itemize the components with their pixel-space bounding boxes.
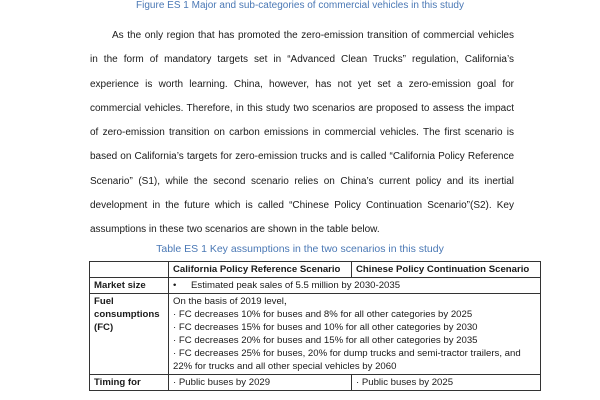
bullet-marker: •: [173, 280, 177, 291]
fuel-item: [173, 308, 536, 321]
fuel-label-line: consumptions: [94, 309, 160, 320]
paragraph-line: assumptions in these two scenarios are shown in the table below.: [90, 224, 380, 236]
item-marker: ·: [173, 335, 177, 346]
paragraph-line: of zero-emission transition on carbon emissions in commercial vehicles. The first scenario is: [90, 127, 514, 139]
timing-s1-text: Public buses by 2029: [178, 377, 271, 388]
row-label-timing: Timing for: [90, 375, 169, 391]
timing-s1-cell: [169, 375, 352, 391]
item-marker: ·: [355, 377, 360, 388]
fuel-item-text: FC decreases 25% for buses, 20% for dump trucks and semi-tractor trailers, and: [178, 348, 521, 359]
body-paragraph: [90, 24, 514, 243]
fuel-label-line: (FC): [94, 322, 114, 333]
market-size-text: Estimated peak sales of 5.5 million by 2030-2035: [191, 280, 401, 291]
assumptions-table: [89, 261, 541, 391]
timing-s2-text: Public buses by 2025: [361, 377, 454, 388]
fuel-item: [173, 334, 536, 347]
table-row-fuel: [90, 294, 541, 375]
fuel-item-text: FC decreases 10% for buses and 8% for all other categories by 2025: [178, 309, 473, 320]
figure-caption: Figure ES 1 Major and sub-categories of commercial vehicles in this study: [136, 0, 464, 11]
row-label-market-size: Market size: [90, 278, 169, 294]
table-caption: Table ES 1 Key assumptions in the two scenarios in this study: [156, 243, 444, 255]
paragraph-line: in the form of mandatory targets set in “Advanced Clean Trucks” regulation, California’s: [90, 54, 514, 66]
paragraph-line: development in the future which is called “Chinese Policy Continuation Scenario”(S2). Key: [90, 200, 514, 212]
fuel-item-continuation: 22% for trucks and all other special vehicles by 2060: [173, 361, 397, 372]
table-row-timing: [90, 375, 541, 391]
fuel-item: [173, 321, 536, 334]
item-marker: ·: [173, 377, 177, 388]
market-size-cell: [169, 278, 541, 294]
paragraph-line: Scenario” (S1), while the second scenario relies on China’s current policy and its inertial: [90, 175, 514, 187]
item-marker: ·: [173, 322, 177, 333]
fuel-item-text: FC decreases 20% for buses and 15% for all other categories by 2035: [178, 335, 478, 346]
table-header-row: [90, 262, 541, 278]
header-s2: Chinese Policy Continuation Scenario: [351, 262, 540, 278]
item-marker: ·: [173, 309, 177, 320]
fuel-cell: [169, 294, 541, 375]
timing-s2-cell: [351, 375, 540, 391]
item-marker: ·: [173, 348, 177, 359]
fuel-label-line: Fuel: [94, 296, 114, 307]
fuel-item-text: FC decreases 15% for buses and 10% for all other categories by 2030: [178, 322, 478, 333]
paragraph-line: commercial vehicles. Therefore, in this study two scenarios are proposed to assess the impact: [90, 102, 514, 114]
row-label-fuel: [90, 294, 169, 375]
paragraph-line: As the only region that has promoted the zero-emission transition of commercial vehicles: [112, 30, 514, 41]
paragraph-line: experience is worth learning. China, however, has not yet set a zero-emission goal for: [90, 78, 514, 90]
table-row-market-size: [90, 278, 541, 294]
paragraph-line: based on California’s targets for zero-emission trucks and is called “California Policy Reference: [90, 151, 514, 163]
header-empty-cell: [90, 262, 169, 278]
fuel-intro: On the basis of 2019 level，: [173, 296, 294, 307]
fuel-item: [173, 347, 536, 360]
header-s1: California Policy Reference Scenario: [169, 262, 352, 278]
